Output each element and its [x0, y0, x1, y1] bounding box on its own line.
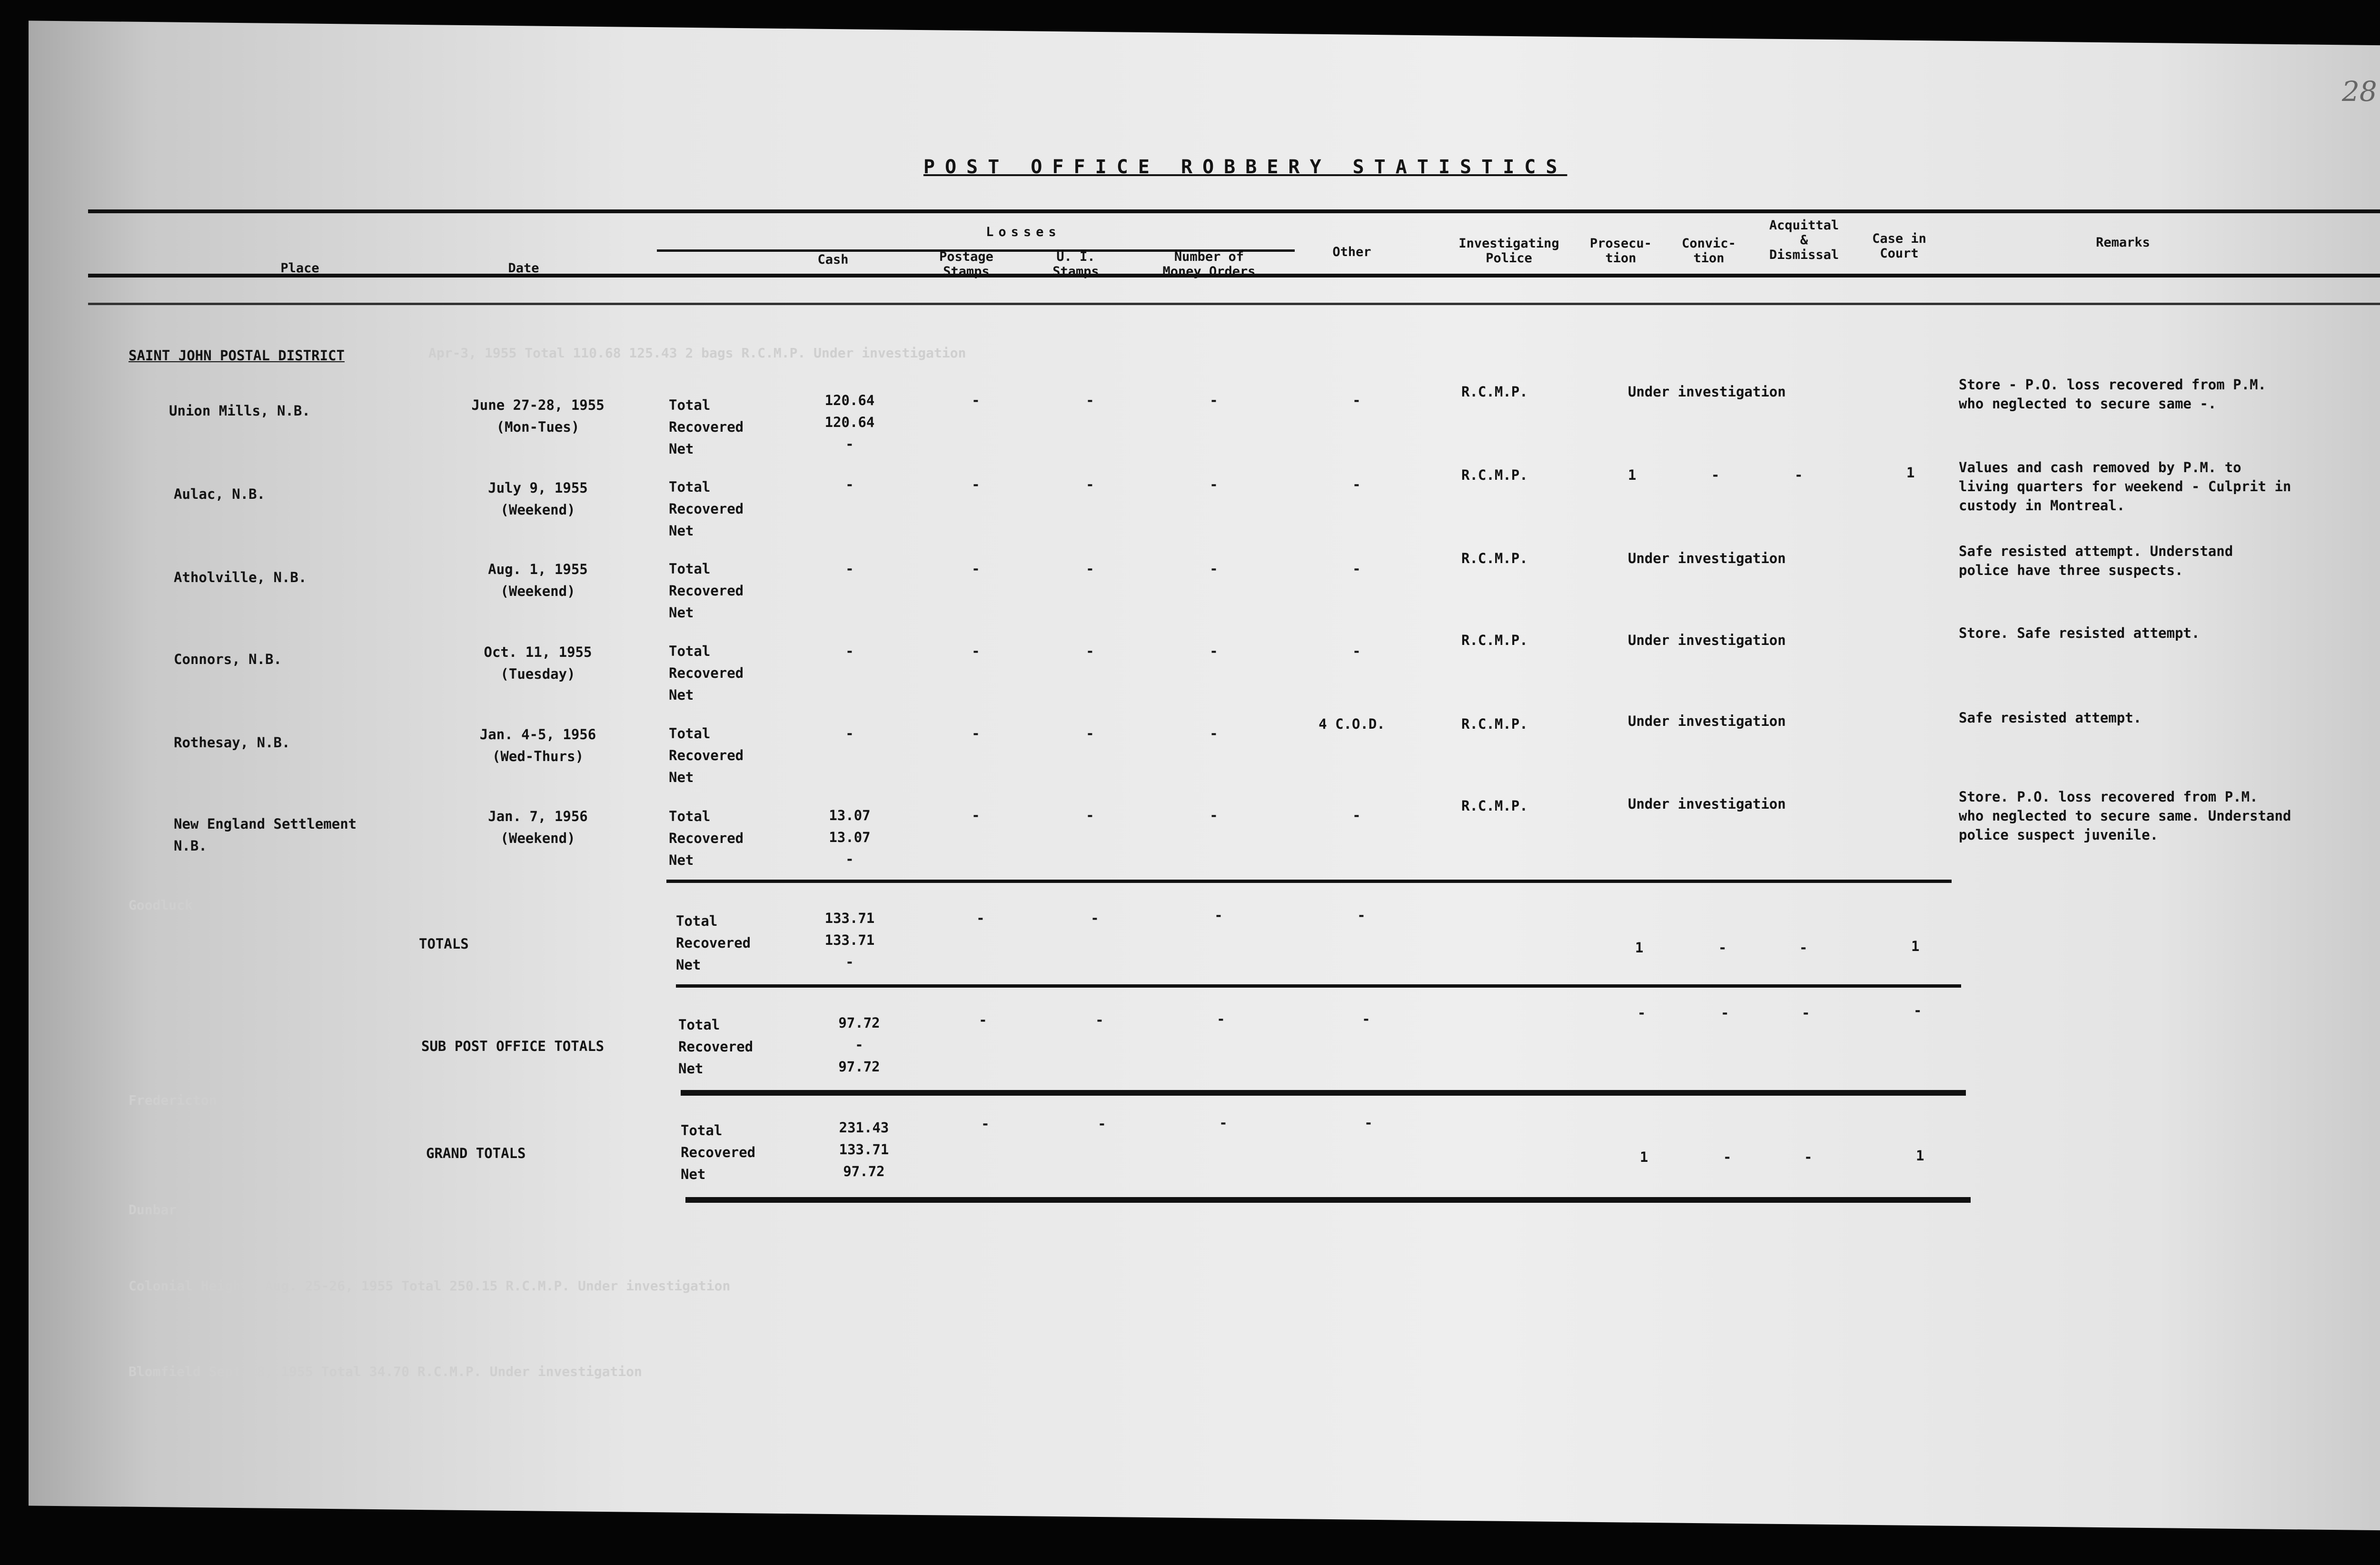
- header-case-in-court: Case in Court: [1872, 231, 1926, 261]
- row-money-orders: -: [1210, 392, 1218, 408]
- row-date: Jan. 4-5, 1956 (Wed-Thurs): [479, 726, 596, 764]
- row-money-orders: -: [1210, 643, 1218, 659]
- grand-totals-acquittal: -: [1804, 1149, 1813, 1165]
- header-acquittal: Acquittal & Dismissal: [1769, 218, 1839, 262]
- header-place: Place: [280, 261, 319, 276]
- row-remarks: Values and cash removed by P.M. to living quarters for weekend - Culprit in custody in Montreal.: [1959, 459, 2291, 514]
- row-other: -: [1352, 807, 1361, 823]
- show-through-text: Goodluck: [129, 897, 193, 913]
- row-ui-stamps: -: [1086, 807, 1094, 823]
- grand-totals-other: -: [1364, 1115, 1373, 1131]
- row-date: June 27-28, 1955 (Mon-Tues): [471, 397, 605, 435]
- row-other: 4 C.O.D.: [1319, 716, 1385, 732]
- header-date: Date: [508, 261, 539, 276]
- row-labels: Total Recovered Net: [669, 643, 744, 703]
- grand-totals-conviction: -: [1723, 1149, 1732, 1165]
- grand-totals-postage: -: [981, 1116, 990, 1132]
- row-postage: -: [972, 807, 980, 823]
- row-cash: -: [845, 725, 854, 742]
- sub-totals-ui-stamps: -: [1095, 1012, 1104, 1028]
- row-place: Aulac, N.B.: [174, 486, 266, 502]
- row-prosecution: Under investigation: [1628, 796, 1786, 812]
- grand-totals-labels: Total Recovered Net: [681, 1122, 756, 1182]
- totals-case-in-court: 1: [1911, 938, 1920, 954]
- row-labels: Total Recovered Net: [669, 725, 744, 785]
- row-prosecution: Under investigation: [1628, 632, 1786, 648]
- grand-totals-money-orders: -: [1219, 1115, 1228, 1131]
- totals-prosecution: 1: [1635, 940, 1644, 956]
- row-acquittal: -: [1795, 467, 1803, 483]
- grand-totals-bottom-rule: [685, 1197, 1971, 1203]
- row-cash: -: [845, 561, 854, 577]
- row-labels: Total Recovered Net: [669, 561, 744, 621]
- row-police: R.C.M.P.: [1461, 550, 1528, 566]
- row-police: R.C.M.P.: [1461, 384, 1528, 400]
- show-through-text: Blomfield Sept. 8, 1955 Total 34.70 R.C.M.P. Under investigation: [129, 1364, 642, 1379]
- row-other: -: [1352, 561, 1361, 577]
- row-prosecution: Under investigation: [1628, 384, 1786, 400]
- row-cash: -: [845, 643, 854, 659]
- row-prosecution: Under investigation: [1628, 550, 1786, 566]
- row-prosecution: Under investigation: [1628, 713, 1786, 729]
- row-cash: 13.07 13.07 -: [829, 807, 871, 867]
- row-postage: -: [972, 476, 980, 493]
- sub-totals-conviction: -: [1721, 1005, 1729, 1021]
- row-postage: -: [972, 561, 980, 577]
- row-place: Rothesay, N.B.: [174, 734, 290, 751]
- grand-totals-cash: 231.43 133.71 97.72: [839, 1119, 889, 1179]
- row-conviction: -: [1711, 467, 1720, 483]
- row-other: -: [1352, 476, 1361, 493]
- totals-label: TOTALS: [419, 936, 469, 952]
- row-cash: -: [845, 476, 854, 493]
- header-prosecution: Prosecu- tion: [1589, 236, 1652, 266]
- row-police: R.C.M.P.: [1461, 798, 1528, 814]
- row-place: Union Mills, N.B.: [169, 403, 310, 419]
- row-money-orders: -: [1210, 725, 1218, 742]
- page-number: 28: [2342, 75, 2377, 108]
- row-place: Connors, N.B.: [174, 651, 282, 667]
- row-case-in-court: 1: [1906, 465, 1915, 481]
- sub-totals-labels: Total Recovered Net: [678, 1017, 754, 1077]
- show-through-text: Dunbar: [129, 1202, 177, 1218]
- sub-totals-prosecution: -: [1637, 1005, 1646, 1021]
- row-place: New England Settlement N.B.: [174, 816, 357, 854]
- row-ui-stamps: -: [1086, 392, 1094, 408]
- sub-totals-postage: -: [979, 1012, 987, 1028]
- header-cash: Cash: [817, 252, 849, 267]
- row-money-orders: -: [1210, 807, 1218, 823]
- totals-rule: [666, 880, 1952, 883]
- header-remarks: Remarks: [2096, 235, 2150, 250]
- header-underline: [88, 303, 2380, 305]
- row-remarks: Store - P.O. loss recovered from P.M. who neglected to secure same -.: [1959, 376, 2267, 412]
- row-labels: Total Recovered Net: [669, 479, 744, 539]
- grand-totals-prosecution: 1: [1640, 1149, 1648, 1165]
- totals-other: -: [1357, 907, 1366, 923]
- row-date: Jan. 7, 1956 (Weekend): [488, 808, 588, 846]
- grand-totals-label: GRAND TOTALS: [426, 1145, 526, 1161]
- header-other: Other: [1332, 245, 1371, 259]
- row-postage: -: [972, 725, 980, 742]
- totals-conviction: -: [1718, 940, 1727, 956]
- sub-totals-case-in-court: -: [1914, 1002, 1922, 1019]
- header-postage-stamps: Postage Stamps: [939, 249, 993, 279]
- totals-money-orders: -: [1214, 907, 1223, 923]
- district-heading: SAINT JOHN POSTAL DISTRICT: [129, 347, 345, 364]
- row-remarks: Safe resisted attempt.: [1959, 710, 2142, 726]
- row-prosecution: 1: [1628, 467, 1636, 483]
- row-police: R.C.M.P.: [1461, 467, 1528, 483]
- grand-totals-ui-stamps: -: [1098, 1116, 1106, 1132]
- row-other: -: [1352, 643, 1361, 659]
- row-remarks: Store. P.O. loss recovered from P.M. who neglected to secure same. Understand police suspect juvenile.: [1959, 789, 2291, 843]
- row-ui-stamps: -: [1086, 643, 1094, 659]
- row-ui-stamps: -: [1086, 476, 1094, 493]
- row-remarks: Store. Safe resisted attempt.: [1959, 625, 2200, 641]
- header-losses: Losses: [986, 225, 1061, 239]
- row-ui-stamps: -: [1086, 561, 1094, 577]
- row-postage: -: [972, 643, 980, 659]
- sub-totals-other: -: [1362, 1011, 1370, 1027]
- row-date: Oct. 11, 1955 (Tuesday): [484, 644, 592, 682]
- sub-totals-acquittal: -: [1802, 1005, 1810, 1021]
- sub-totals-rule: [676, 984, 1961, 988]
- row-other: -: [1352, 392, 1361, 408]
- row-money-orders: -: [1210, 476, 1218, 493]
- grand-totals-top-rule: [681, 1090, 1966, 1096]
- row-labels: Total Recovered Net: [669, 808, 744, 868]
- row-cash: 120.64 120.64 -: [824, 392, 875, 452]
- sub-totals-cash: 97.72 - 97.72: [838, 1015, 880, 1075]
- row-labels: Total Recovered Net: [669, 397, 744, 457]
- header-top-rule: [88, 209, 2380, 213]
- totals-labels: Total Recovered Net: [676, 913, 751, 973]
- grand-totals-case-in-court: 1: [1916, 1148, 1924, 1164]
- row-place: Atholville, N.B.: [174, 569, 307, 585]
- totals-cash: 133.71 133.71 -: [824, 910, 875, 970]
- row-money-orders: -: [1210, 561, 1218, 577]
- document-title: POST OFFICE ROBBERY STATISTICS: [923, 156, 1567, 178]
- totals-ui-stamps: -: [1091, 910, 1099, 926]
- show-through-text: Apr-3, 1955 Total 110.68 125.43 2 bags R.C.M.P. Under investigation: [428, 345, 966, 361]
- header-ui-stamps: U. I. Stamps: [1052, 249, 1099, 279]
- show-through-text: Fredericton: [129, 1092, 217, 1108]
- row-remarks: Safe resisted attempt. Understand police have three suspects.: [1959, 543, 2233, 578]
- header-conviction: Convic- tion: [1682, 236, 1736, 266]
- row-date: Aug. 1, 1955 (Weekend): [488, 561, 588, 599]
- header-investigating-police: Investigating Police: [1458, 236, 1559, 266]
- row-ui-stamps: -: [1086, 725, 1094, 742]
- row-postage: -: [972, 392, 980, 408]
- totals-postage: -: [976, 910, 985, 926]
- row-police: R.C.M.P.: [1461, 716, 1528, 732]
- row-date: July 9, 1955 (Weekend): [488, 480, 588, 518]
- totals-acquittal: -: [1799, 940, 1808, 956]
- header-money-orders: Number of Money Orders: [1162, 249, 1256, 279]
- sub-totals-label: SUB POST OFFICE TOTALS: [421, 1038, 605, 1054]
- show-through-text: Colonial Heights Aug. 25-26, 1955 Total 250.15 R.C.M.P. Under investigation: [129, 1278, 731, 1294]
- row-police: R.C.M.P.: [1461, 632, 1528, 648]
- sub-totals-money-orders: -: [1217, 1011, 1225, 1027]
